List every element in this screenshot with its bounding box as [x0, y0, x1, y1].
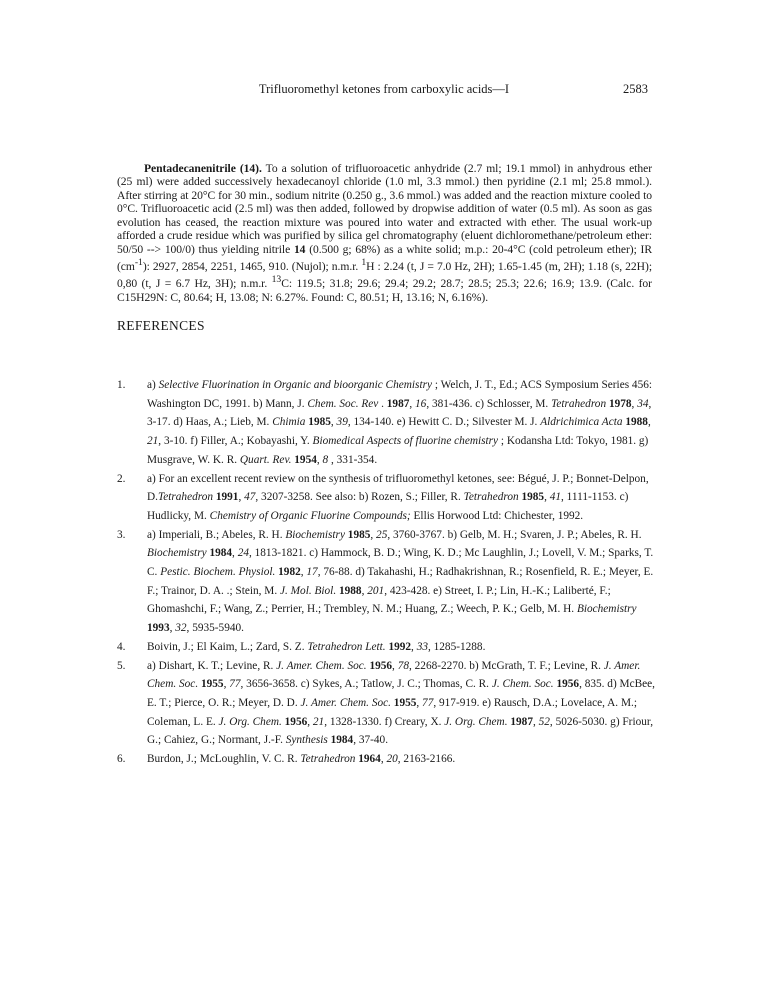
citation-italic: Biochemistry: [576, 603, 637, 616]
citation-italic: Tetrahedron Lett.: [307, 640, 386, 653]
citation-text: ; Welch, J. T., Ed.; ACS Symposium Series 456: Washington DC, 1991. b) Mann, J.: [147, 379, 653, 410]
citation-italic: Tetrahedron: [551, 397, 607, 410]
experimental-text: To a solution of trifluoroacetic anhydride (2.7 ml; 19.1 mmol) in anhydrous ether (25 ml) were added successively hexadecanoyl chloride (1.0 ml, 3.3 mmol.) then pyridine (2.1 ml; 25.8 mmol.). After stirring at 20°C for 30 min., sodium nitrite (0.250 g., 3.6 mmol.) was added and the reaction mixture cooled to 0°C. Trifluoroacetic acid (2.5 ml) was then added, followed by dropwise addition of water (0.5 ml). As soon as gas evolution has ceased, the reaction mixture was poured into water and extracted with ether. The usual work-up afforded a crude residue which was purified by silica gel chromatography (eluent dichloromethane/petroleum ether: 50/50 --> 100/0) thus yielding nitrile: [117, 161, 653, 256]
citation-text: ,: [370, 528, 377, 541]
citation-italic: Pestic. Biochem. Physiol.: [160, 566, 276, 579]
citation-italic: Quart. Rev.: [239, 453, 292, 466]
citation-italic: 47: [244, 491, 256, 504]
citation-year: 1987: [386, 397, 410, 410]
citation-italic: 52: [538, 715, 550, 728]
citation-text: , 134-140. e) Hewitt C. D.; Silvester M. J.: [347, 416, 541, 429]
citation-text: ,: [532, 715, 539, 728]
reference-item: [117, 657, 657, 751]
citation-italic: 77: [229, 678, 241, 691]
citation-italic: 78: [397, 659, 409, 672]
citation-italic: 8: [322, 453, 329, 466]
citation-italic: Biochemistry: [147, 547, 207, 560]
citation-text: , 1328-1330. f) Creary, X.: [324, 715, 445, 728]
reference-number: 1.: [117, 379, 126, 391]
citation-year: 1991: [215, 491, 239, 504]
citation-italic: 201: [367, 584, 385, 597]
citation-italic: Tetrahedron: [157, 491, 214, 504]
citation-text: ,: [631, 397, 638, 410]
citation-text: ,: [416, 696, 423, 709]
citation-text: , 917-919. e) Rausch, D.A.; Lovelace, A. M.; Coleman, L. E.: [147, 696, 637, 728]
citation-italic: Aldrichimica Acta: [540, 416, 623, 429]
citation-text: ,: [330, 416, 337, 429]
citation-italic: 34: [637, 397, 649, 410]
compound-number: 14: [293, 242, 306, 256]
citation-italic: 17: [306, 566, 318, 579]
citation-italic: Synthesis: [285, 734, 328, 747]
citation-year: 1985: [521, 491, 545, 504]
citation-text: a) Dishart, K. T.; Levine, R.: [147, 659, 277, 672]
superscript: 1: [361, 257, 367, 269]
reference-number: 6.: [117, 753, 126, 766]
experimental-text: (0.500 g; 68%) as a white solid; m.p.: 20-4°C (cold petroleum ether); IR (cm: [117, 242, 653, 273]
reference-item: [117, 376, 657, 470]
reference-text: [147, 526, 657, 638]
reference-item: [117, 638, 657, 657]
citation-italic: 16: [415, 397, 427, 410]
citation-italic: Tetrahedron: [300, 753, 356, 766]
citation-text: a) Imperiali, B.; Abeles, R. H.: [147, 528, 286, 541]
citation-italic: J. Org. Chem.: [444, 715, 508, 728]
citation-italic: 33: [416, 640, 428, 653]
citation-text: , 5026-5030. g) Friour, G.; Cahiez, G.; Normant, J.-F.: [147, 715, 654, 747]
running-header: [0, 82, 768, 100]
citation-italic: J. Mol. Biol.: [279, 584, 337, 597]
citation-text: ,: [544, 491, 550, 504]
citation-text: ,: [409, 397, 416, 410]
citation-italic: 39: [336, 416, 348, 429]
citation-italic: J. Amer. Chem. Soc.: [147, 659, 641, 691]
citation-italic: Chimia: [272, 416, 306, 429]
reference-number: 2.: [117, 472, 126, 485]
citation-text: , 331-354.: [328, 453, 378, 466]
citation-italic: Chemistry of Organic Fluorine Compounds;: [209, 509, 411, 522]
citation-text: , 1285-1288.: [427, 640, 486, 653]
reference-text: [147, 376, 657, 470]
references-list: [117, 376, 657, 769]
citation-italic: J. Amer. Chem. Soc.: [276, 659, 367, 672]
citation-text: ,: [380, 753, 387, 766]
citation-text: , 381-436. c) Schlosser, M.: [426, 397, 552, 410]
reference-text: [147, 470, 657, 526]
citation-year: 1978: [608, 397, 632, 410]
citation-text: , 3656-3658. c) Sykes, A.; Tatlow, J. C.; Thomas, C. R.: [240, 678, 492, 691]
citation-text: ,: [361, 584, 368, 597]
citation-italic: 21: [312, 715, 325, 728]
citation-year: 1985: [308, 416, 331, 429]
citation-italic: 20: [386, 753, 398, 766]
reference-text: [147, 638, 657, 657]
citation-text: ,: [223, 678, 230, 691]
citation-text: Boivin, J.; El Kaim, L.; Zard, S. Z.: [147, 640, 308, 653]
reference-number: 3.: [117, 528, 126, 541]
citation-italic: 21: [147, 435, 159, 448]
citation-text: ,: [392, 659, 398, 672]
superscript: -1: [134, 257, 143, 269]
citation-italic: 25: [376, 528, 388, 541]
citation-italic: 32: [175, 622, 187, 635]
experimental-text: H : 2.24 (t, J = 7.0 Hz, 2H); 1.65-1.45 (m, 2H); 1.18 (s, 22H); 0,80 (t, J = 6.7 Hz, 3H); n.m.r.: [117, 259, 652, 291]
experimental-text: C: 119.5; 31.8; 29.6; 29.4; 29.2; 28.7; 28.5; 25.3; 22.6; 16.9; 13.9. (Calc. for C15H29N: C, 80.64; H, 13.08; N: 6.27%. Found: C, 80.51; H, 13.16; N, 6.16%).: [117, 277, 652, 304]
citation-text: ; Kodansha Ltd: Tokyo, 1981. g) Musgrave, W. K. R.: [147, 435, 649, 466]
citation-text: , 423-428. e) Street, I. P.; Lin, H.-K.; Laliberté, F.; Ghomashchi, F.; Wang, Z.; Perrier, H.; Trembley, N. M.; Huang, Z.; Weech, P. K.; Gelb, M. H.: [147, 584, 611, 616]
citation-year: 1964: [358, 753, 381, 766]
page-number: 2583: [623, 82, 648, 96]
citation-italic: Selective Fluorination in Organic and bioorganic Chemistry: [158, 379, 432, 391]
citation-year: 1984: [209, 547, 233, 560]
citation-year: 1988: [338, 584, 362, 597]
citation-year: 1988: [625, 416, 648, 429]
citation-text: ,: [411, 640, 417, 653]
citation-year: 1956: [284, 715, 308, 728]
running-title: Trifluoromethyl ketones from carboxylic acids—I: [258, 82, 510, 96]
citation-text: a): [147, 379, 159, 391]
citation-italic: Biochemistry: [285, 528, 345, 541]
citation-text: , 3207-3258. See also: b) Rozen, S.; Filler, R.: [255, 491, 464, 504]
citation-italic: J. Org. Chem.: [218, 715, 282, 728]
citation-year: 1955: [393, 696, 417, 709]
citation-text: , 2268-2270. b) McGrath, T. F.; Levine, R.: [409, 659, 604, 672]
citation-text: ,: [300, 566, 307, 579]
citation-year: 1987: [510, 715, 533, 728]
reference-text: [147, 750, 657, 769]
citation-text: , 1111-1153. c) Hudlicky, M.: [147, 491, 629, 522]
citation-year: 1956: [369, 659, 393, 672]
experimental-paragraph: [117, 162, 652, 305]
citation-italic: 24: [237, 547, 249, 560]
superscript: 13: [271, 274, 282, 286]
citation-year: 1984: [330, 734, 354, 747]
citation-text: a) For an excellent recent review on the synthesis of trifluoromethyl ketones, see: Bégué, J. P.; Bonnet-Delpon, D.: [147, 472, 649, 504]
citation-text: ,: [647, 416, 651, 429]
reference-item: [117, 750, 657, 769]
citation-year: 1985: [347, 528, 371, 541]
reference-text: [147, 657, 657, 751]
citation-text: , 76-88. d) Takahashi, H.; Radhakrishnan, R.; Rosenfield, R. E.; Meyer, E. F.; Trainor, D. A. .; Stein, M.: [147, 566, 654, 597]
citation-italic: Biomedical Aspects of fluorine chemistry: [312, 435, 499, 448]
reference-item: [117, 526, 657, 638]
reference-number: 4.: [117, 640, 126, 653]
citation-text: , 2163-2166.: [397, 753, 456, 766]
citation-text: , 835. d) McBee, E. T.; Pierce, O. R.; Meyer, D. D.: [147, 678, 655, 709]
citation-italic: 77: [422, 696, 434, 709]
references-heading: REFERENCES: [117, 318, 205, 333]
reference-item: [117, 470, 657, 526]
citation-year: 1982: [278, 566, 301, 579]
citation-text: , 1813-1821. c) Hammock, B. D.; Wing, K. D.; Mc Laughlin, J.; Lovell, V. M.; Sparks, T. C.: [147, 547, 654, 579]
citation-text: , 5935-5940.: [186, 622, 244, 635]
compound-name: Pentadecanenitrile (14).: [144, 161, 262, 175]
citation-year: 1955: [200, 678, 224, 691]
experimental-text: ): 2927, 2854, 2251, 1465, 910. (Nujol); n.m.r.: [142, 259, 362, 273]
citation-text: ,: [232, 547, 238, 560]
citation-italic: 41: [549, 491, 562, 504]
reference-number: 5.: [117, 659, 126, 672]
citation-text: .: [378, 397, 387, 410]
citation-text: , 37-40.: [353, 734, 389, 747]
citation-year: 1956: [556, 678, 580, 691]
citation-text: ,: [238, 491, 245, 504]
citation-text: , 3-17. d) Haas, A.; Lieb, M.: [147, 397, 652, 429]
citation-text: , 3-10. f) Filler, A.; Kobayashi, Y.: [158, 435, 313, 448]
citation-text: Burdon, J.; McLoughlin, V. C. R.: [147, 753, 301, 766]
citation-italic: Chem. Soc. Rev: [307, 397, 379, 410]
citation-year: 1992: [388, 640, 412, 653]
citation-year: 1954: [294, 453, 317, 466]
citation-text: ,: [307, 715, 313, 728]
citation-italic: J. Chem. Soc.: [491, 678, 554, 691]
citation-text: ,: [169, 622, 176, 635]
citation-text: Ellis Horwood Ltd: Chichester, 1992.: [410, 509, 584, 522]
citation-italic: Tetrahedron: [463, 491, 519, 504]
citation-text: ,: [316, 453, 323, 466]
citation-text: , 3760-3767. b) Gelb, M. H.; Svaren, J. P.; Abeles, R. H.: [387, 528, 642, 541]
citation-italic: J. Amer. Chem. Soc.: [300, 696, 391, 709]
citation-year: 1993: [147, 622, 170, 635]
